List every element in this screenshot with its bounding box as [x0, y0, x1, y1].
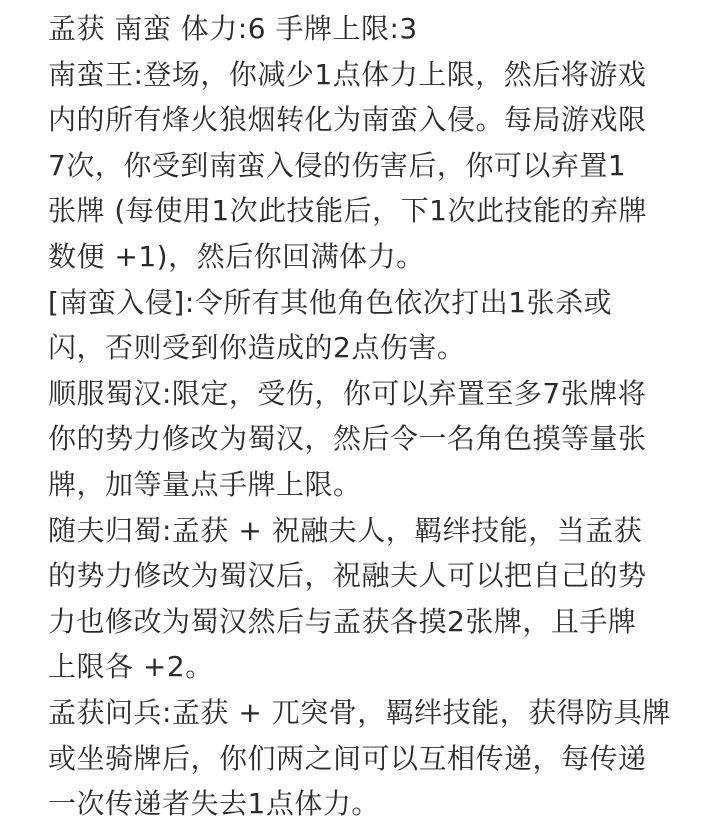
skill-line: 的势力修改为蜀汉后，祝融夫人可以把自己的势 [48, 559, 647, 593]
skill-line: 张牌 (每使用1次此技能后，下1次此技能的弃牌 [48, 194, 647, 228]
skill-line: 力也修改为蜀汉然后与孟获各摸2张牌，且手牌 [48, 604, 637, 638]
skill-line: 闪，否则受到你造成的2点伤害。 [48, 331, 466, 365]
skill-line: 南蛮王:登场，你减少1点体力上限，然后将游戏 [48, 57, 647, 91]
skill-line: 牌，加等量点手牌上限。 [48, 467, 362, 501]
skill-line: 孟获问兵:孟获 + 兀突骨，羁绊技能，获得防具牌 [48, 695, 671, 729]
skill-line: 你的势力修改为蜀汉，然后令一名角色摸等量张 [48, 422, 647, 456]
skill-line: 7次，你受到南蛮入侵的伤害后，你可以弃置1 [48, 148, 627, 182]
skill-line: 数便 +1)，然后你回满体力。 [48, 239, 425, 273]
skill-line: 内的所有烽火狼烟转化为南蛮入侵。每局游戏限 [48, 103, 647, 137]
skill-line: 顺服蜀汉:限定，受伤，你可以弃置至多7张牌将 [48, 376, 647, 410]
skill-line: [南蛮入侵]:令所有其他角色依次打出1张杀或 [48, 285, 613, 319]
skill-line: 一次传递者失去1点体力。 [48, 787, 380, 821]
skill-line: 上限各 +2。 [48, 650, 214, 684]
skill-line: 随夫归蜀:孟获 + 祝融夫人，羁绊技能，当孟获 [48, 513, 643, 547]
skill-line: 或坐骑牌后，你们两之间可以互相传递，每传递 [48, 741, 647, 775]
header-line: 孟获 南蛮 体力:6 手牌上限:3 [48, 12, 418, 45]
